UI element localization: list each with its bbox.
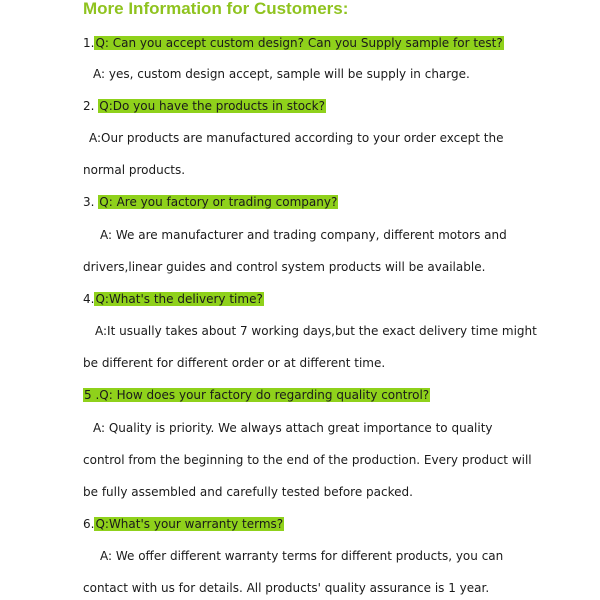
faq-question-4 <box>83 291 264 308</box>
faq-answer-1-line-1: A: yes, custom design accept, sample will be supply in charge. <box>93 67 470 81</box>
faq-answer-5-line-3: be fully assembled and carefully tested before packed. <box>83 485 413 499</box>
faq-answer-6-line-2: contact with us for details. All products' quality assurance is 1 year. <box>83 581 490 595</box>
question-text: Q:What's the delivery time? <box>95 292 263 306</box>
faq-answer-2-line-1: A:Our products are manufactured according to your order except the <box>89 131 504 145</box>
question-number: 6. <box>83 517 95 531</box>
faq-answer-6-line-1: A: We offer different warranty terms for different products, you can <box>100 549 504 563</box>
question-number: 4. <box>83 292 95 306</box>
faq-question-1 <box>83 35 504 52</box>
faq-answer-4-line-1: A:It usually takes about 7 working days,but the exact delivery time might <box>95 324 537 338</box>
faq-answer-3-line-2: drivers,linear guides and control system products will be available. <box>83 260 486 274</box>
faq-answer-2-line-2: normal products. <box>83 163 186 177</box>
faq-question-5 <box>83 387 430 404</box>
question-text: Q: Can you accept custom design? Can you Supply sample for test? <box>95 36 503 50</box>
question-text: Q: Are you factory or trading company? <box>99 195 338 209</box>
question-text: Q:What's your warranty terms? <box>95 517 284 531</box>
faq-answer-5-line-2: control from the beginning to the end of the production. Every product will <box>83 453 532 467</box>
question-text: 5 .Q: How does your factory do regarding quality control? <box>84 388 430 402</box>
question-number: 2. <box>83 99 99 113</box>
faq-question-3 <box>83 194 338 211</box>
faq-answer-4-line-2: be different for different order or at different time. <box>83 356 386 370</box>
faq-answer-3-line-1: A: We are manufacturer and trading company, different motors and <box>100 228 507 242</box>
question-number: 3. <box>83 195 99 209</box>
question-text: Q:Do you have the products in stock? <box>99 99 325 113</box>
faq-answer-5-line-1: A: Quality is priority. We always attach great importance to quality <box>93 421 493 435</box>
page-title: More Information for Customers: <box>83 0 349 18</box>
faq-question-6 <box>83 516 284 533</box>
question-number: 1. <box>83 36 95 50</box>
faq-question-2 <box>83 98 326 115</box>
